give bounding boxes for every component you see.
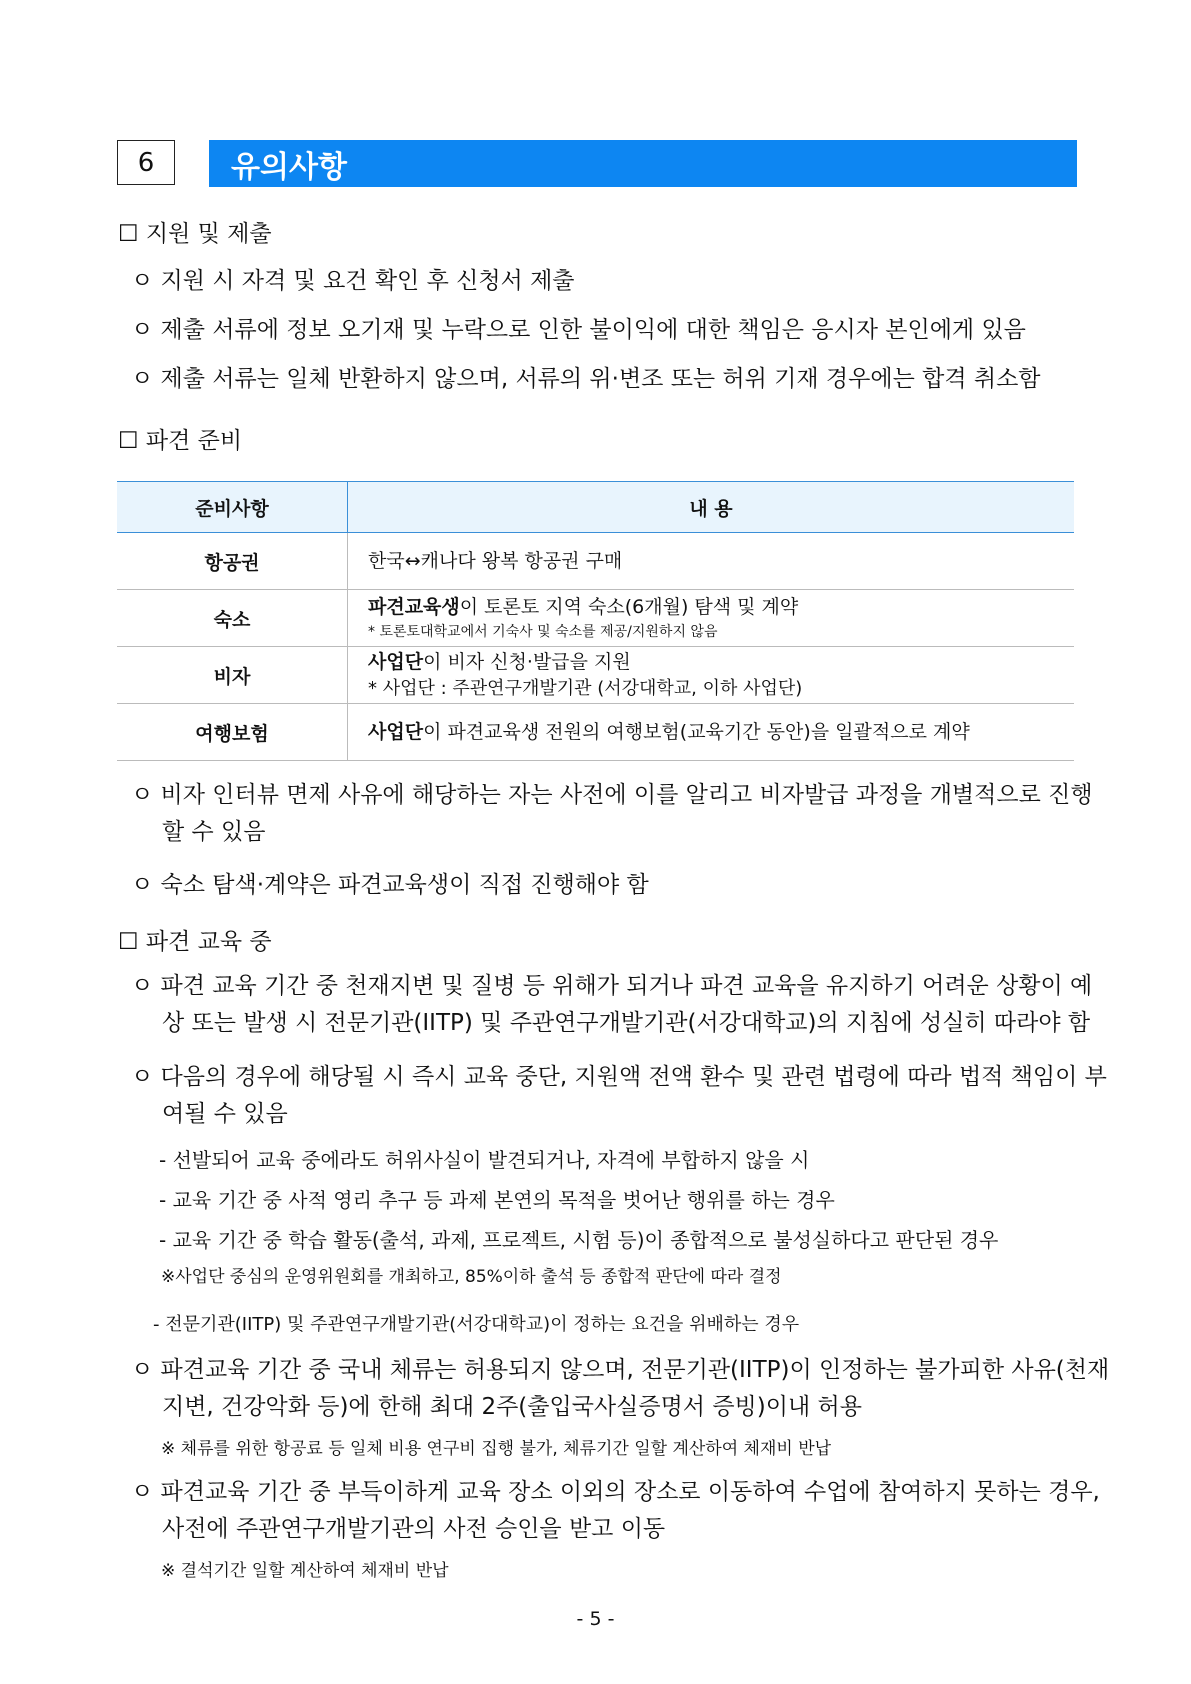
row-item: 비자	[117, 647, 348, 704]
prep-bullet-1: ㅇ 비자 인터뷰 면제 사유에 해당하는 자는 사전에 이를 알리고 비자발급 과정을 개별적으로 진행할 수 있음	[131, 782, 1093, 845]
heading-apply: ☐ 지원 및 제출	[118, 221, 272, 247]
table-header-content: 내 용	[348, 482, 1075, 533]
during-bullet-1: ㅇ 파견 교육 기간 중 천재지변 및 질병 등 위해가 되거나 파견 교육을 유지하기 어려운 상황이 예상 또는 발생 시 전문기관(IITP) 및 주관연구개발기관(서강대학교)의 지침에 성실히 따라야 함	[131, 973, 1093, 1036]
table-row	[117, 533, 1074, 590]
row-text-line	[368, 593, 1074, 621]
row-text: 한국↔캐나다 왕복 항공권 구매	[368, 550, 623, 572]
row-content	[348, 533, 1075, 590]
row-lead: 사업단	[368, 721, 424, 743]
during-dash-4: - 전문기관(IITP) 및 주관연구개발기관(서강대학교)이 정하는 요건을 위배하는 경우	[153, 1314, 800, 1335]
row-text: 이 비자 신청·발급을 지원	[423, 651, 631, 673]
during-bullet-2: ㅇ 다음의 경우에 해당될 시 즉시 교육 중단, 지원액 전액 환수 및 관련 법령에 따라 법적 책임이 부여될 수 있음	[131, 1064, 1107, 1127]
during-dash-3: - 교육 기간 중 학습 활동(출석, 과제, 프로젝트, 시험 등)이 종합적으로 불성실하다고 판단된 경우	[159, 1228, 999, 1252]
table-row	[117, 590, 1074, 647]
row-lead: 사업단	[368, 651, 424, 673]
row-content	[348, 704, 1075, 761]
row-lead: 파견교육생	[368, 596, 460, 618]
apply-bullet-2: ㅇ 제출 서류에 정보 오기재 및 누락으로 인한 불이익에 대한 책임은 응시자 본인에게 있음	[131, 317, 1026, 343]
table-header-row	[117, 482, 1074, 533]
section-title: 유의사항	[209, 140, 1077, 187]
during-bullet-4-note: ※ 결석기간 일할 계산하여 체재비 반납	[161, 1561, 449, 1581]
row-text-line	[368, 718, 1074, 746]
row-note: * 사업단 : 주관연구개발기관 (서강대학교, 이하 사업단)	[368, 678, 803, 699]
row-content	[348, 590, 1075, 647]
page-number: - 5 -	[576, 1608, 615, 1630]
during-dash-1: - 선발되어 교육 중에라도 허위사실이 발견되거나, 자격에 부합하지 않을 시	[159, 1148, 810, 1172]
row-note: * 토론토대학교에서 기숙사 및 숙소를 제공/지원하지 않음	[368, 624, 718, 640]
heading-prep: ☐ 파견 준비	[118, 428, 243, 454]
prep-bullet-2: ㅇ 숙소 탐색·계약은 파견교육생이 직접 진행해야 함	[131, 872, 649, 898]
row-item: 숙소	[117, 590, 348, 647]
during-bullet-3-note: ※ 체류를 위한 항공료 등 일체 비용 연구비 집행 불가, 체류기간 일할 계산하여 체재비 반납	[161, 1439, 832, 1459]
table-row	[117, 704, 1074, 761]
during-bullet-4: ㅇ 파견교육 기간 중 부득이하게 교육 장소 이외의 장소로 이동하여 수업에 참여하지 못하는 경우, 사전에 주관연구개발기관의 사전 승인을 받고 이동	[131, 1479, 1100, 1542]
heading-during: ☐ 파견 교육 중	[118, 929, 272, 955]
apply-bullet-3: ㅇ 제출 서류는 일체 반환하지 않으며, 서류의 위·변조 또는 허위 기재 경우에는 합격 취소함	[131, 366, 1041, 392]
row-text: 이 토론토 지역 숙소(6개월) 탐색 및 계약	[459, 596, 799, 618]
row-item: 항공권	[117, 533, 348, 590]
row-text-line	[368, 648, 1074, 676]
apply-bullet-1: ㅇ 지원 시 자격 및 요건 확인 후 신청서 제출	[131, 268, 575, 294]
during-bullet-3: ㅇ 파견교육 기간 중 국내 체류는 허용되지 않으며, 전문기관(IITP)이 인정하는 불가피한 사유(천재지변, 건강악화 등)에 한해 최대 2주(출입국사실증명서 증빙)이내 허용	[131, 1357, 1110, 1420]
during-dash-note: ※사업단 중심의 운영위원회를 개최하고, 85%이하 출석 등 종합적 판단에 따라 결정	[161, 1267, 782, 1287]
row-item: 여행보험	[117, 704, 348, 761]
row-content	[348, 647, 1075, 704]
prep-table	[117, 481, 1074, 761]
section-number: 6	[117, 140, 175, 185]
row-text: 이 파견교육생 전원의 여행보험(교육기간 동안)을 일괄적으로 계약	[423, 721, 970, 743]
during-dash-2: - 교육 기간 중 사적 영리 추구 등 과제 본연의 목적을 벗어난 행위를 하는 경우	[159, 1188, 835, 1212]
table-row	[117, 647, 1074, 704]
section-header	[117, 140, 1077, 187]
table-header-item: 준비사항	[117, 482, 348, 533]
